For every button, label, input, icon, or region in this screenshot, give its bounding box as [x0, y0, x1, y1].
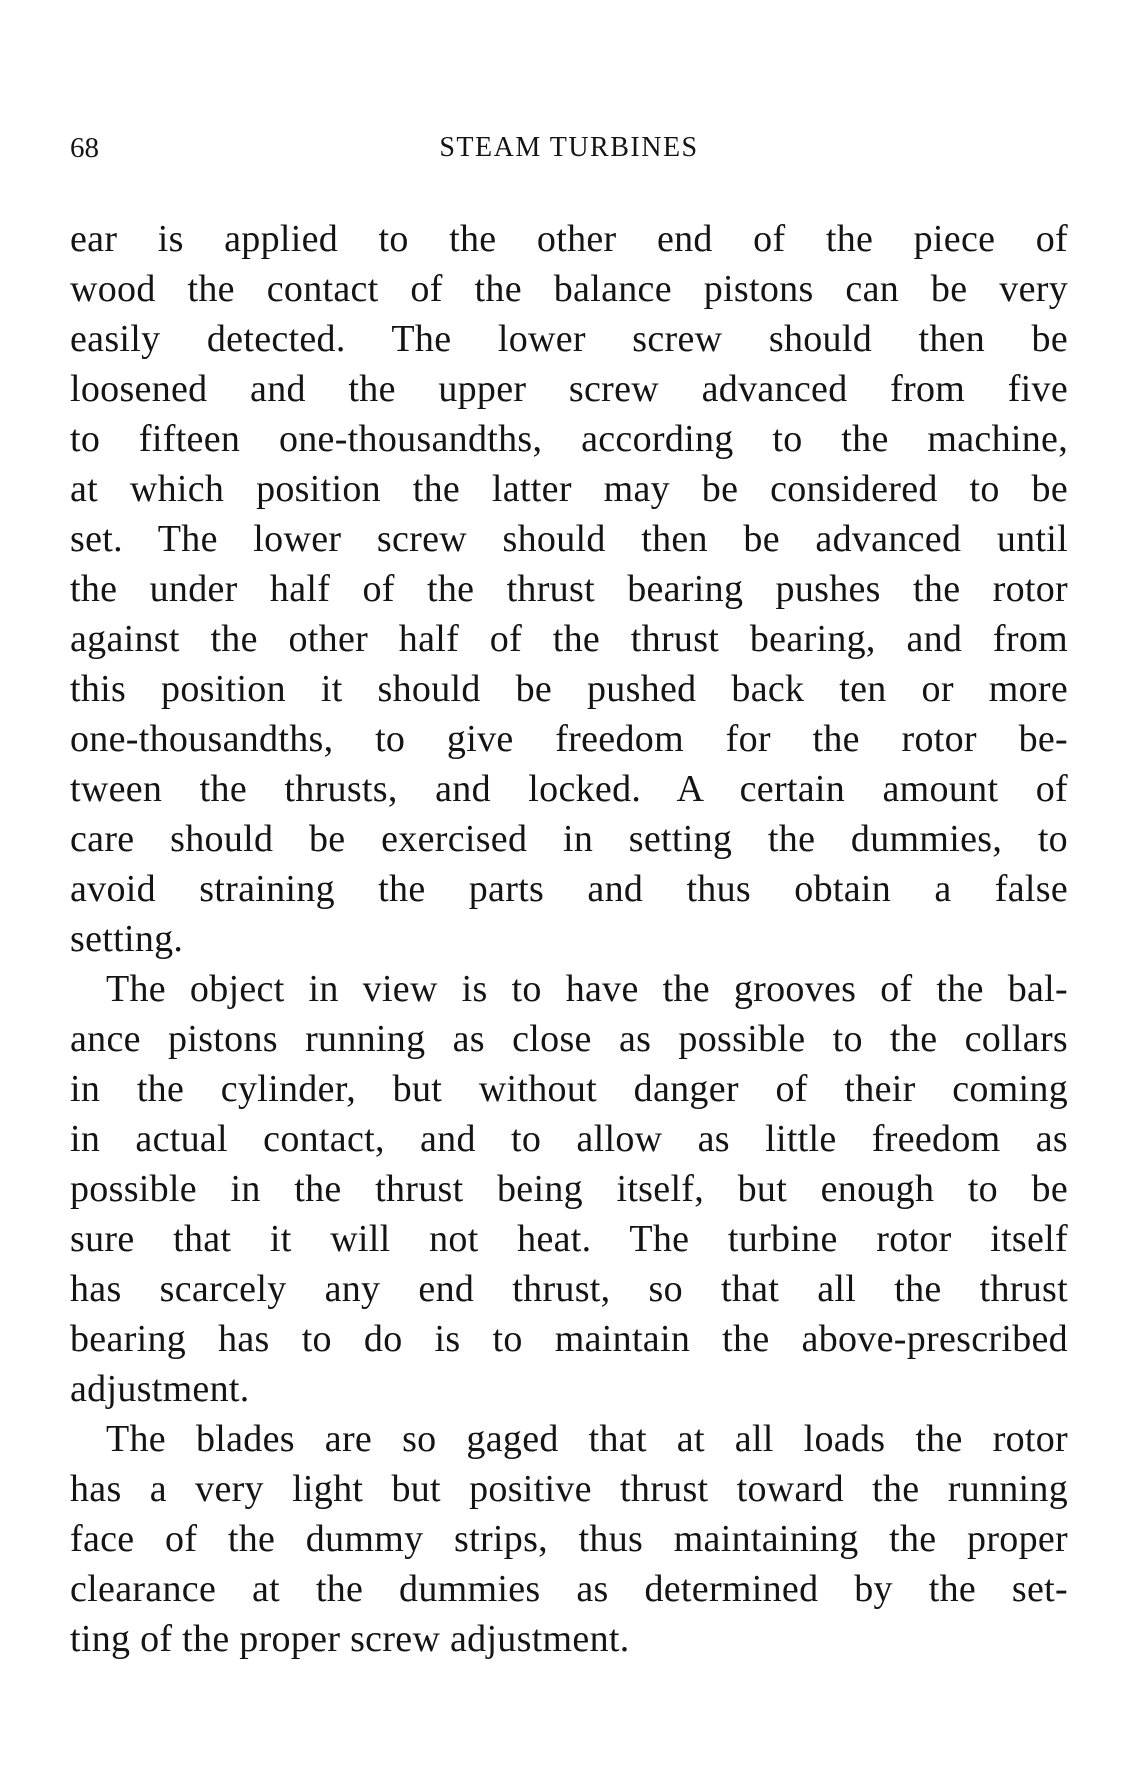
page-number: 68 — [70, 132, 99, 164]
page-header — [70, 128, 1068, 168]
text-line: face of the dummy strips, thus maintaining the proper — [70, 1518, 1068, 1560]
paragraph-end-line: setting. — [70, 918, 184, 960]
text-line: against the other half of the thrust bearing, and from — [70, 618, 1068, 660]
text-line: tween the thrusts, and locked. A certain amount of — [70, 768, 1068, 810]
text-line: easily detected. The lower screw should then be — [70, 318, 1068, 360]
text-line: set. The lower screw should then be advanced until — [70, 518, 1068, 560]
running-title: STEAM TURBINES — [439, 132, 699, 163]
text-line: sure that it will not heat. The turbine rotor itself — [70, 1218, 1068, 1260]
text-line: has scarcely any end thrust, so that all the thrust — [70, 1268, 1068, 1310]
text-line: bearing has to do is to maintain the above-prescribed — [70, 1318, 1068, 1360]
text-line: in the cylinder, but without danger of their coming — [70, 1068, 1068, 1110]
paragraph-start-line: The object in view is to have the grooves of the bal- — [106, 968, 1068, 1010]
text-line: has a very light but positive thrust toward the running — [70, 1468, 1068, 1510]
text-line: loosened and the upper screw advanced from five — [70, 368, 1068, 410]
text-line: this position it should be pushed back ten or more — [70, 668, 1068, 710]
text-line: ance pistons running as close as possible to the collars — [70, 1018, 1068, 1060]
text-line: at which position the latter may be considered to be — [70, 468, 1068, 510]
text-line: avoid straining the parts and thus obtain a false — [70, 868, 1068, 910]
text-line: ear is applied to the other end of the piece of — [70, 218, 1068, 260]
text-line: wood the contact of the balance pistons can be very — [70, 268, 1068, 310]
text-line: clearance at the dummies as determined by the set- — [70, 1568, 1068, 1610]
paragraph-start-line: The blades are so gaged that at all loads the rotor — [106, 1418, 1068, 1460]
text-line: one-thousandths, to give freedom for the rotor be- — [70, 718, 1068, 760]
paragraph-end-line: adjustment. — [70, 1368, 250, 1410]
body-text — [70, 214, 1068, 1664]
text-line: care should be exercised in setting the dummies, to — [70, 818, 1068, 860]
paragraph-end-line: ting of the proper screw adjustment. — [70, 1618, 630, 1660]
text-line: in actual contact, and to allow as little freedom as — [70, 1118, 1068, 1160]
text-line: to fifteen one-thousandths, according to the machine, — [70, 418, 1068, 460]
text-line: possible in the thrust being itself, but enough to be — [70, 1168, 1068, 1210]
text-line: the under half of the thrust bearing pushes the rotor — [70, 568, 1068, 610]
